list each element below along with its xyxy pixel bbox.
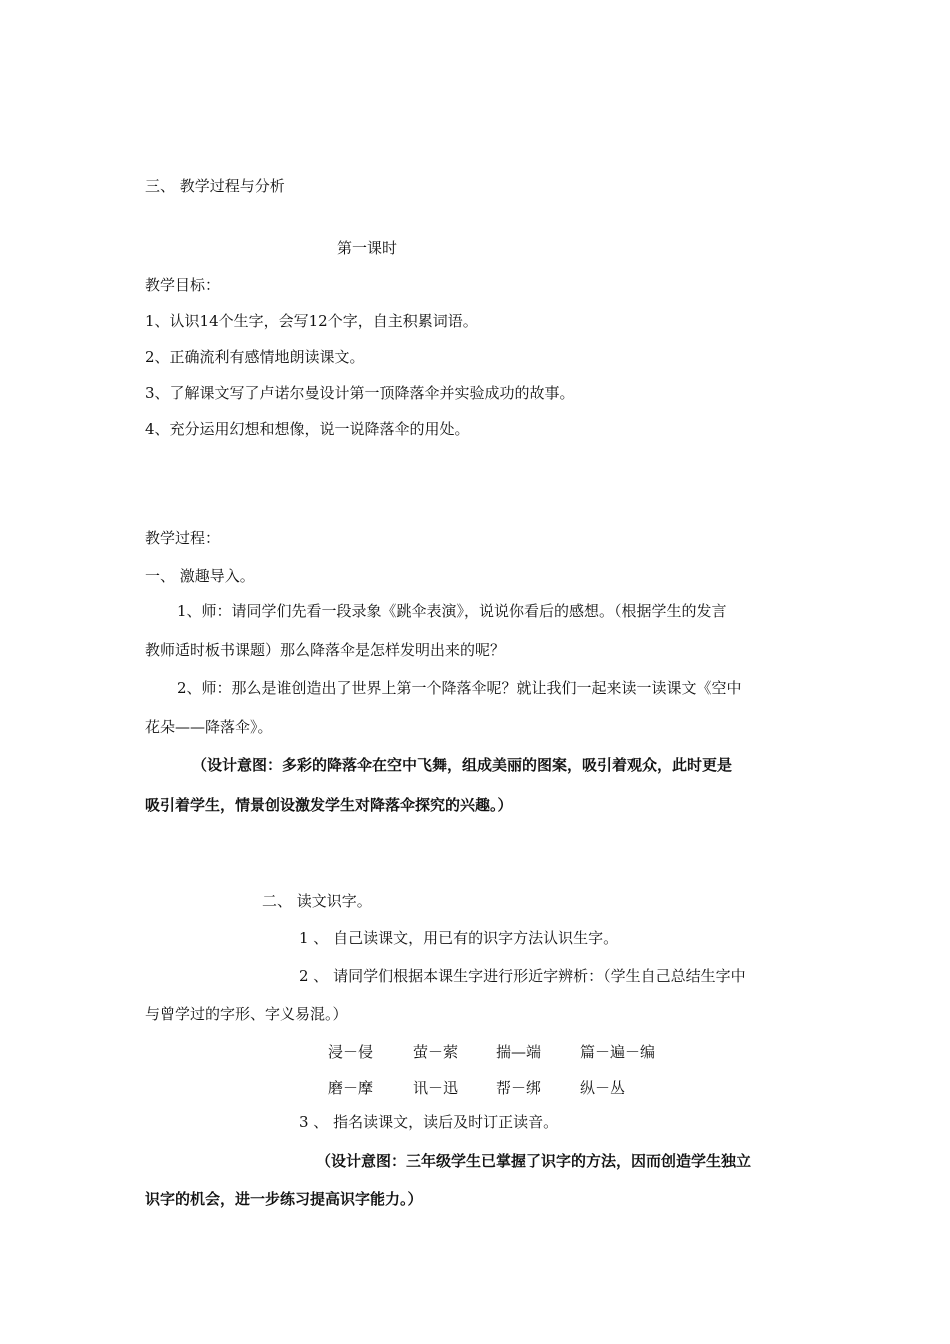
lesson-title: 第一课时 [337,239,398,257]
part1-paragraph1-line1: 1、师：请同学们先看一段录象《跳伞表演》，说说你看后的感想。（根据学生的发言 [177,602,727,620]
part1-title: 一、 激趣导入。 [145,567,255,585]
word-pair: 帮－绑 [496,1079,542,1097]
word-pair: 纵－丛 [580,1079,626,1097]
part2-step1: 1 、 自己读课文，用已有的识字方法认识生字。 [299,929,619,947]
objective-item: 3、了解课文写了卢诺尔曼设计第一顶降落伞并实验成功的故事。 [145,384,575,402]
objective-item: 1、认识14个生字，会写12个字，自主积累词语。 [145,312,478,330]
word-pair: 揣—端 [496,1043,542,1061]
part2-title: 二、 读文识字。 [262,892,372,910]
section-heading: 三、 教学过程与分析 [145,177,285,195]
part1-paragraph2-line2: 花朵——降落伞》。 [145,718,273,736]
part2-step2-line1: 2 、 请同学们根据本课生字进行形近字辨析：（学生自己总结生字中 [299,967,746,985]
part1-design-intent-line2: 吸引着学生，情景创设激发学生对降落伞探究的兴趣。） [145,796,513,814]
part1-paragraph2-line1: 2、师：那么是谁创造出了世界上第一个降落伞呢？就让我们一起来读一读课文《空中 [177,679,742,697]
part2-design-intent-line1: （设计意图：三年级学生已掌握了识字的方法，因而创造学生独立 [316,1152,752,1170]
word-pair: 磨－摩 [328,1079,374,1097]
word-pair: 篇－遍－编 [580,1043,656,1061]
part2-step2-line2: 与曾学过的字形、字义易混。） [145,1005,348,1023]
part1-paragraph1-line2: 教师适时板书课题）那么降落伞是怎样发明出来的呢？ [145,641,506,659]
word-pair: 讯－迅 [413,1079,459,1097]
objectives-heading: 教学目标： [145,276,221,294]
part1-design-intent-line1: （设计意图：多彩的降落伞在空中飞舞，组成美丽的图案，吸引着观众，此时更是 [192,756,733,774]
word-pair: 浸－侵 [328,1043,374,1061]
part2-step3: 3 、 指名读课文，读后及时订正读音。 [299,1113,559,1131]
process-heading: 教学过程： [145,529,221,547]
word-pair: 萤－萦 [413,1043,459,1061]
part2-design-intent-line2: 识字的机会，进一步练习提高识字能力。） [145,1190,423,1208]
objective-item: 4、充分运用幻想和想像，说一说降落伞的用处。 [145,420,470,438]
objective-item: 2、正确流利有感情地朗读课文。 [145,348,365,366]
